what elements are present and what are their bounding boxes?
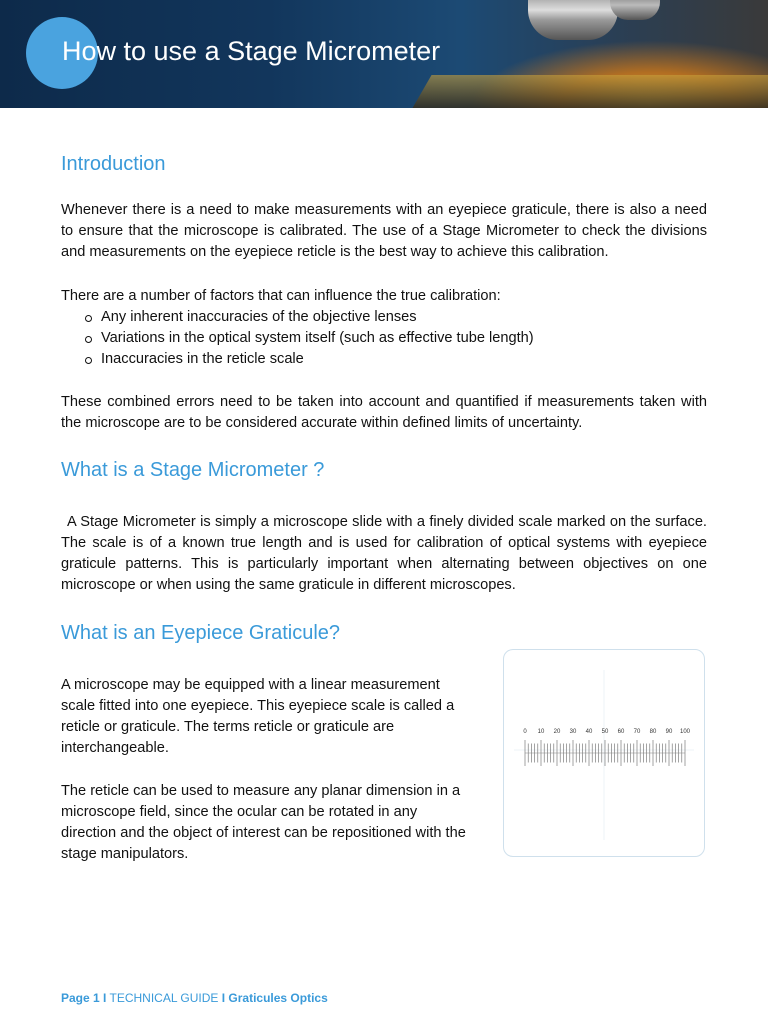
scale-label: 100 xyxy=(679,729,691,735)
factor-list xyxy=(61,307,534,370)
scale-label: 20 xyxy=(553,729,561,735)
list-item: Any inherent inaccuracies of the objective lenses xyxy=(61,307,534,328)
heading-introduction: Introduction xyxy=(61,153,166,175)
scale-label: 0 xyxy=(523,729,527,735)
banner-objective-lens xyxy=(528,0,618,40)
intro-paragraph-1: Whenever there is a need to make measurements with an eyepiece graticule, there is also a need to ensure that the microscope is calibrated. The use of a Stage Micrometer to check the divisions and measurements on the eyepiece reticle is the best way to achieve this calibration. xyxy=(61,202,707,260)
list-item: Inaccuracies in the reticle scale xyxy=(61,349,534,370)
scale-label: 30 xyxy=(569,729,577,735)
footer-page: Page 1 I xyxy=(61,991,107,1005)
footer xyxy=(61,991,328,1005)
eyepiece-paragraph-2: The reticle can be used to measure any planar dimension in a microscope field, since the ocular can be rotated in any direction and the object of interest can be repositioned with the stage manipulators. xyxy=(61,783,466,862)
scale-label: 10 xyxy=(537,729,545,735)
heading-stage-micrometer: What is a Stage Micrometer ? xyxy=(61,459,325,481)
banner-objective-lens-2 xyxy=(610,0,660,20)
page-title: How to use a Stage Micrometer xyxy=(62,36,441,66)
footer-guide: TECHNICAL GUIDE xyxy=(109,991,219,1005)
scale-label: 50 xyxy=(601,729,609,735)
scale-label: 70 xyxy=(633,729,641,735)
header-banner xyxy=(0,0,768,108)
stage-paragraph-1: A Stage Micrometer is simply a microscope slide with a finely divided scale marked on the surface. The scale is of a known true length and is used for calibration of optical systems with eyepiece graticule patterns. This is particularly important when alternating between objectives on one microscope or when using the same graticule in different microscopes. xyxy=(61,514,707,593)
graticule-scale xyxy=(504,650,704,856)
scale-label: 80 xyxy=(649,729,657,735)
eyepiece-paragraph-1: A microscope may be equipped with a linear measurement scale fitted into one eyepiece. This eyepiece scale is called a reticle or graticule. The terms reticle or graticule are interchangeable. xyxy=(61,677,455,756)
heading-eyepiece-graticule: What is an Eyepiece Graticule? xyxy=(61,622,341,644)
scale-label: 40 xyxy=(585,729,593,735)
intro-paragraph-2: There are a number of factors that can influence the true calibration: xyxy=(61,288,501,304)
intro-paragraph-3: These combined errors need to be taken into account and quantified if measurements taken with the microscope are to be considered accurate within defined limits of uncertainty. xyxy=(61,394,707,431)
footer-brand: I Graticules Optics xyxy=(221,991,328,1005)
graticule-figure xyxy=(503,649,705,857)
list-item: Variations in the optical system itself (such as effective tube length) xyxy=(61,328,534,349)
scale-label: 60 xyxy=(617,729,625,735)
banner-microscope-stage xyxy=(408,75,768,108)
scale-label: 90 xyxy=(665,729,673,735)
